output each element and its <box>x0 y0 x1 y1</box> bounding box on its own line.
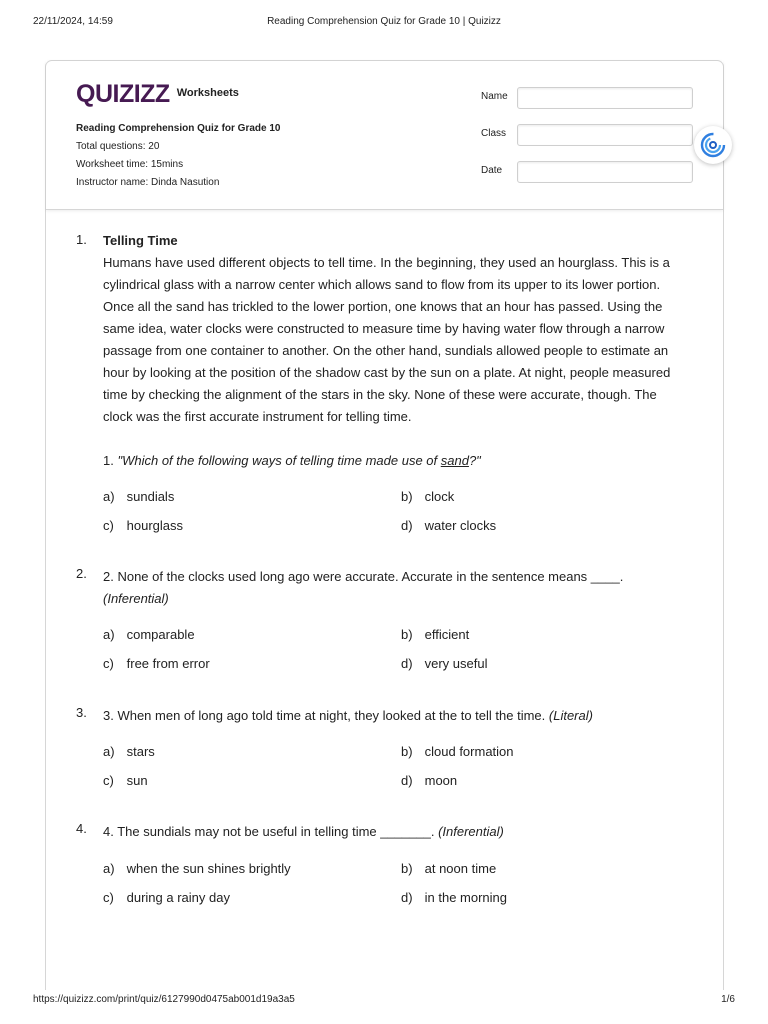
option-text: during a rainy day <box>126 890 230 905</box>
class-label: Class <box>481 128 507 139</box>
option-letter: c) <box>103 773 114 788</box>
date-field-row <box>481 161 693 183</box>
print-title: Reading Comprehension Quiz for Grade 10 | Quizizz <box>267 16 501 27</box>
instructor-name: Instructor name: Dinda Nasution <box>76 177 220 188</box>
option-text: when the sun shines brightly <box>126 861 291 876</box>
passage-title: Telling Time <box>103 233 178 248</box>
option-a[interactable] <box>103 626 195 644</box>
question-prompt <box>103 821 686 843</box>
option-letter: c) <box>103 518 114 533</box>
prompt-text: 4. The sundials may not be useful in telling time _______. <box>103 824 435 839</box>
option-b[interactable] <box>401 626 469 644</box>
option-text: cloud formation <box>424 744 514 759</box>
option-a[interactable] <box>103 488 174 506</box>
option-text: clock <box>424 489 455 504</box>
prompt-text: "Which of the following ways of telling time made use of <box>117 453 441 468</box>
option-letter: d) <box>401 656 413 671</box>
option-letter: a) <box>103 489 115 504</box>
option-letter: b) <box>401 861 413 876</box>
logo-wordmark: QUIZIZZ <box>76 80 170 108</box>
question-number: 3. <box>76 705 87 720</box>
question-4 <box>76 821 686 911</box>
option-c[interactable] <box>103 772 148 790</box>
total-questions: Total questions: 20 <box>76 141 160 152</box>
option-d[interactable] <box>401 889 507 907</box>
option-letter: c) <box>103 656 114 671</box>
print-header <box>33 16 735 30</box>
worksheet-header <box>46 61 723 210</box>
option-text: comparable <box>126 627 195 642</box>
option-text: efficient <box>424 627 470 642</box>
print-url: https://quizizz.com/print/quiz/6127990d0475ab001d19a3a5 <box>33 994 295 1005</box>
class-input[interactable] <box>517 124 693 146</box>
option-b[interactable] <box>401 488 454 506</box>
option-text: in the morning <box>424 890 508 905</box>
name-input[interactable] <box>517 87 693 109</box>
prompt-text: 3. When men of long ago told time at night, they looked at the to tell the time. <box>103 708 546 723</box>
option-text: moon <box>424 773 458 788</box>
option-text: at noon time <box>424 861 497 876</box>
question-1 <box>76 232 686 542</box>
option-b[interactable] <box>401 743 514 761</box>
option-a[interactable] <box>103 743 155 761</box>
option-letter: b) <box>401 627 413 642</box>
prompt-tag: (Inferential) <box>438 824 504 839</box>
quiz-meta <box>76 120 280 192</box>
option-letter: d) <box>401 773 413 788</box>
question-number: 2. <box>76 566 87 581</box>
quizizz-logo <box>76 81 239 107</box>
question-2 <box>76 566 686 676</box>
option-text: free from error <box>126 656 210 671</box>
prompt-end: ?" <box>468 453 481 468</box>
option-letter: a) <box>103 861 115 876</box>
option-text: sundials <box>126 489 175 504</box>
passage-text: Humans have used different objects to tell time. In the beginning, they used an hourglass. This is a cylindrical glass with a narrow center which allows sand to flow from its upper to its lower portion. Once all the sand has trickled to the lower portion, one knows that an hour has passed. Using the same idea, water clocks were constructed to measure time by having water flow through a narrow passage from one container to another. On the other hand, sundials allowed people to estimate an hour by looking at the position of the shadow cast by the sun on a plate. At night, people measured time by checking the alignment of the stars in the sky. None of these were accurate, though. The clock was the first accurate instrument for telling time. <box>103 255 671 424</box>
question-prompt <box>103 566 686 610</box>
option-c[interactable] <box>103 517 183 535</box>
option-d[interactable] <box>401 655 488 673</box>
name-field-row <box>481 87 693 109</box>
option-text: stars <box>126 744 155 759</box>
prompt-prefix: 1. <box>103 453 118 468</box>
worksheet-time: Worksheet time: 15mins <box>76 159 184 170</box>
prompt-tag: (Literal) <box>548 708 593 723</box>
option-text: sun <box>126 773 148 788</box>
option-letter: c) <box>103 890 114 905</box>
assistant-button[interactable] <box>694 126 732 164</box>
question-prompt <box>103 450 686 472</box>
question-3 <box>76 705 686 795</box>
print-footer <box>33 994 735 1008</box>
option-letter: a) <box>103 744 115 759</box>
option-letter: a) <box>103 627 115 642</box>
option-text: very useful <box>424 656 488 671</box>
question-prompt <box>103 705 686 727</box>
question-number: 1. <box>76 232 87 247</box>
page-number: 1/6 <box>721 994 735 1005</box>
option-d[interactable] <box>401 517 496 535</box>
question-number: 4. <box>76 821 87 836</box>
name-label: Name <box>481 91 508 102</box>
option-letter: d) <box>401 890 413 905</box>
option-text: water clocks <box>424 518 497 533</box>
option-text: hourglass <box>126 518 183 533</box>
option-b[interactable] <box>401 860 496 878</box>
date-input[interactable] <box>517 161 693 183</box>
option-letter: d) <box>401 518 413 533</box>
option-c[interactable] <box>103 655 210 673</box>
prompt-underlined-word: sand <box>440 453 469 468</box>
option-letter: b) <box>401 489 413 504</box>
option-a[interactable] <box>103 860 291 878</box>
class-field-row <box>481 124 693 146</box>
date-label: Date <box>481 165 503 176</box>
print-datetime: 22/11/2024, 14:59 <box>33 16 113 27</box>
option-c[interactable] <box>103 889 230 907</box>
option-d[interactable] <box>401 772 457 790</box>
swirl-logo-icon <box>700 132 726 158</box>
option-letter: b) <box>401 744 413 759</box>
logo-tagline: Worksheets <box>176 87 239 99</box>
prompt-tag: (Inferential) <box>103 591 169 606</box>
prompt-text: 2. None of the clocks used long ago were accurate. Accurate in the sentence means ____. <box>103 569 624 584</box>
quiz-title: Reading Comprehension Quiz for Grade 10 <box>76 123 281 134</box>
